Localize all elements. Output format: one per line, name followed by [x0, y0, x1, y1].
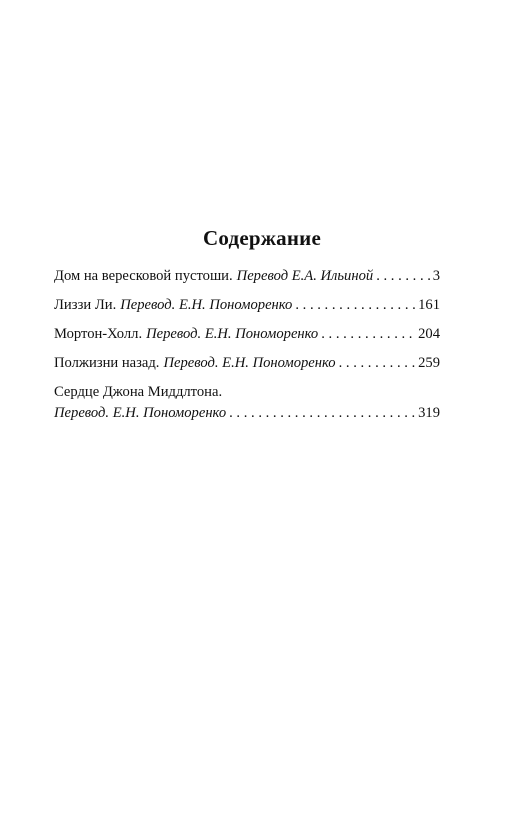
- toc-entry[interactable]: [54, 266, 440, 287]
- toc-entry-title: Дом на вересковой пустоши.: [54, 268, 233, 284]
- dot-leader: [321, 324, 416, 345]
- toc-entry-page: 259: [418, 355, 440, 371]
- toc-entry[interactable]: [54, 382, 440, 424]
- dot-leader: [376, 266, 431, 287]
- toc-entry-translator: Перевод Е.А. Ильиной: [236, 268, 374, 284]
- toc-entry-page: 161: [418, 297, 440, 313]
- toc-entry[interactable]: [54, 324, 440, 345]
- toc-entry-page: 3: [432, 268, 440, 284]
- toc-entry-line: [54, 324, 440, 345]
- toc-entry-translator: Перевод. Е.Н. Пономоренко: [146, 326, 319, 342]
- toc-entry-title: Полжизни назад.: [54, 355, 160, 371]
- toc-entry-line: [54, 403, 440, 424]
- dot-leader: [295, 295, 416, 316]
- toc-entry-title: Мортон-Холл.: [54, 326, 143, 342]
- toc-entry-line: [54, 382, 440, 403]
- dot-leader: [229, 403, 416, 424]
- toc-entry-page: 204: [418, 326, 440, 342]
- toc-entry[interactable]: [54, 353, 440, 374]
- toc-title: Содержание: [203, 226, 321, 250]
- toc-entry-line: [54, 295, 440, 316]
- toc-entry-line: [54, 266, 440, 287]
- toc-entry-title: Сердце Джона Миддлтона.: [54, 384, 223, 400]
- toc-entry-page: 319: [418, 405, 440, 421]
- dot-leader: [339, 353, 417, 374]
- toc-entry[interactable]: [54, 295, 440, 316]
- table-of-contents: [54, 266, 440, 432]
- toc-entry-translator: Перевод. Е.Н. Пономоренко: [120, 297, 293, 313]
- toc-entry-title: Лиззи Ли.: [54, 297, 117, 313]
- toc-entry-translator: Перевод. Е.Н. Пономоренко: [54, 405, 227, 421]
- toc-entry-line: [54, 353, 440, 374]
- toc-entry-translator: Перевод. Е.Н. Пономоренко: [163, 355, 336, 371]
